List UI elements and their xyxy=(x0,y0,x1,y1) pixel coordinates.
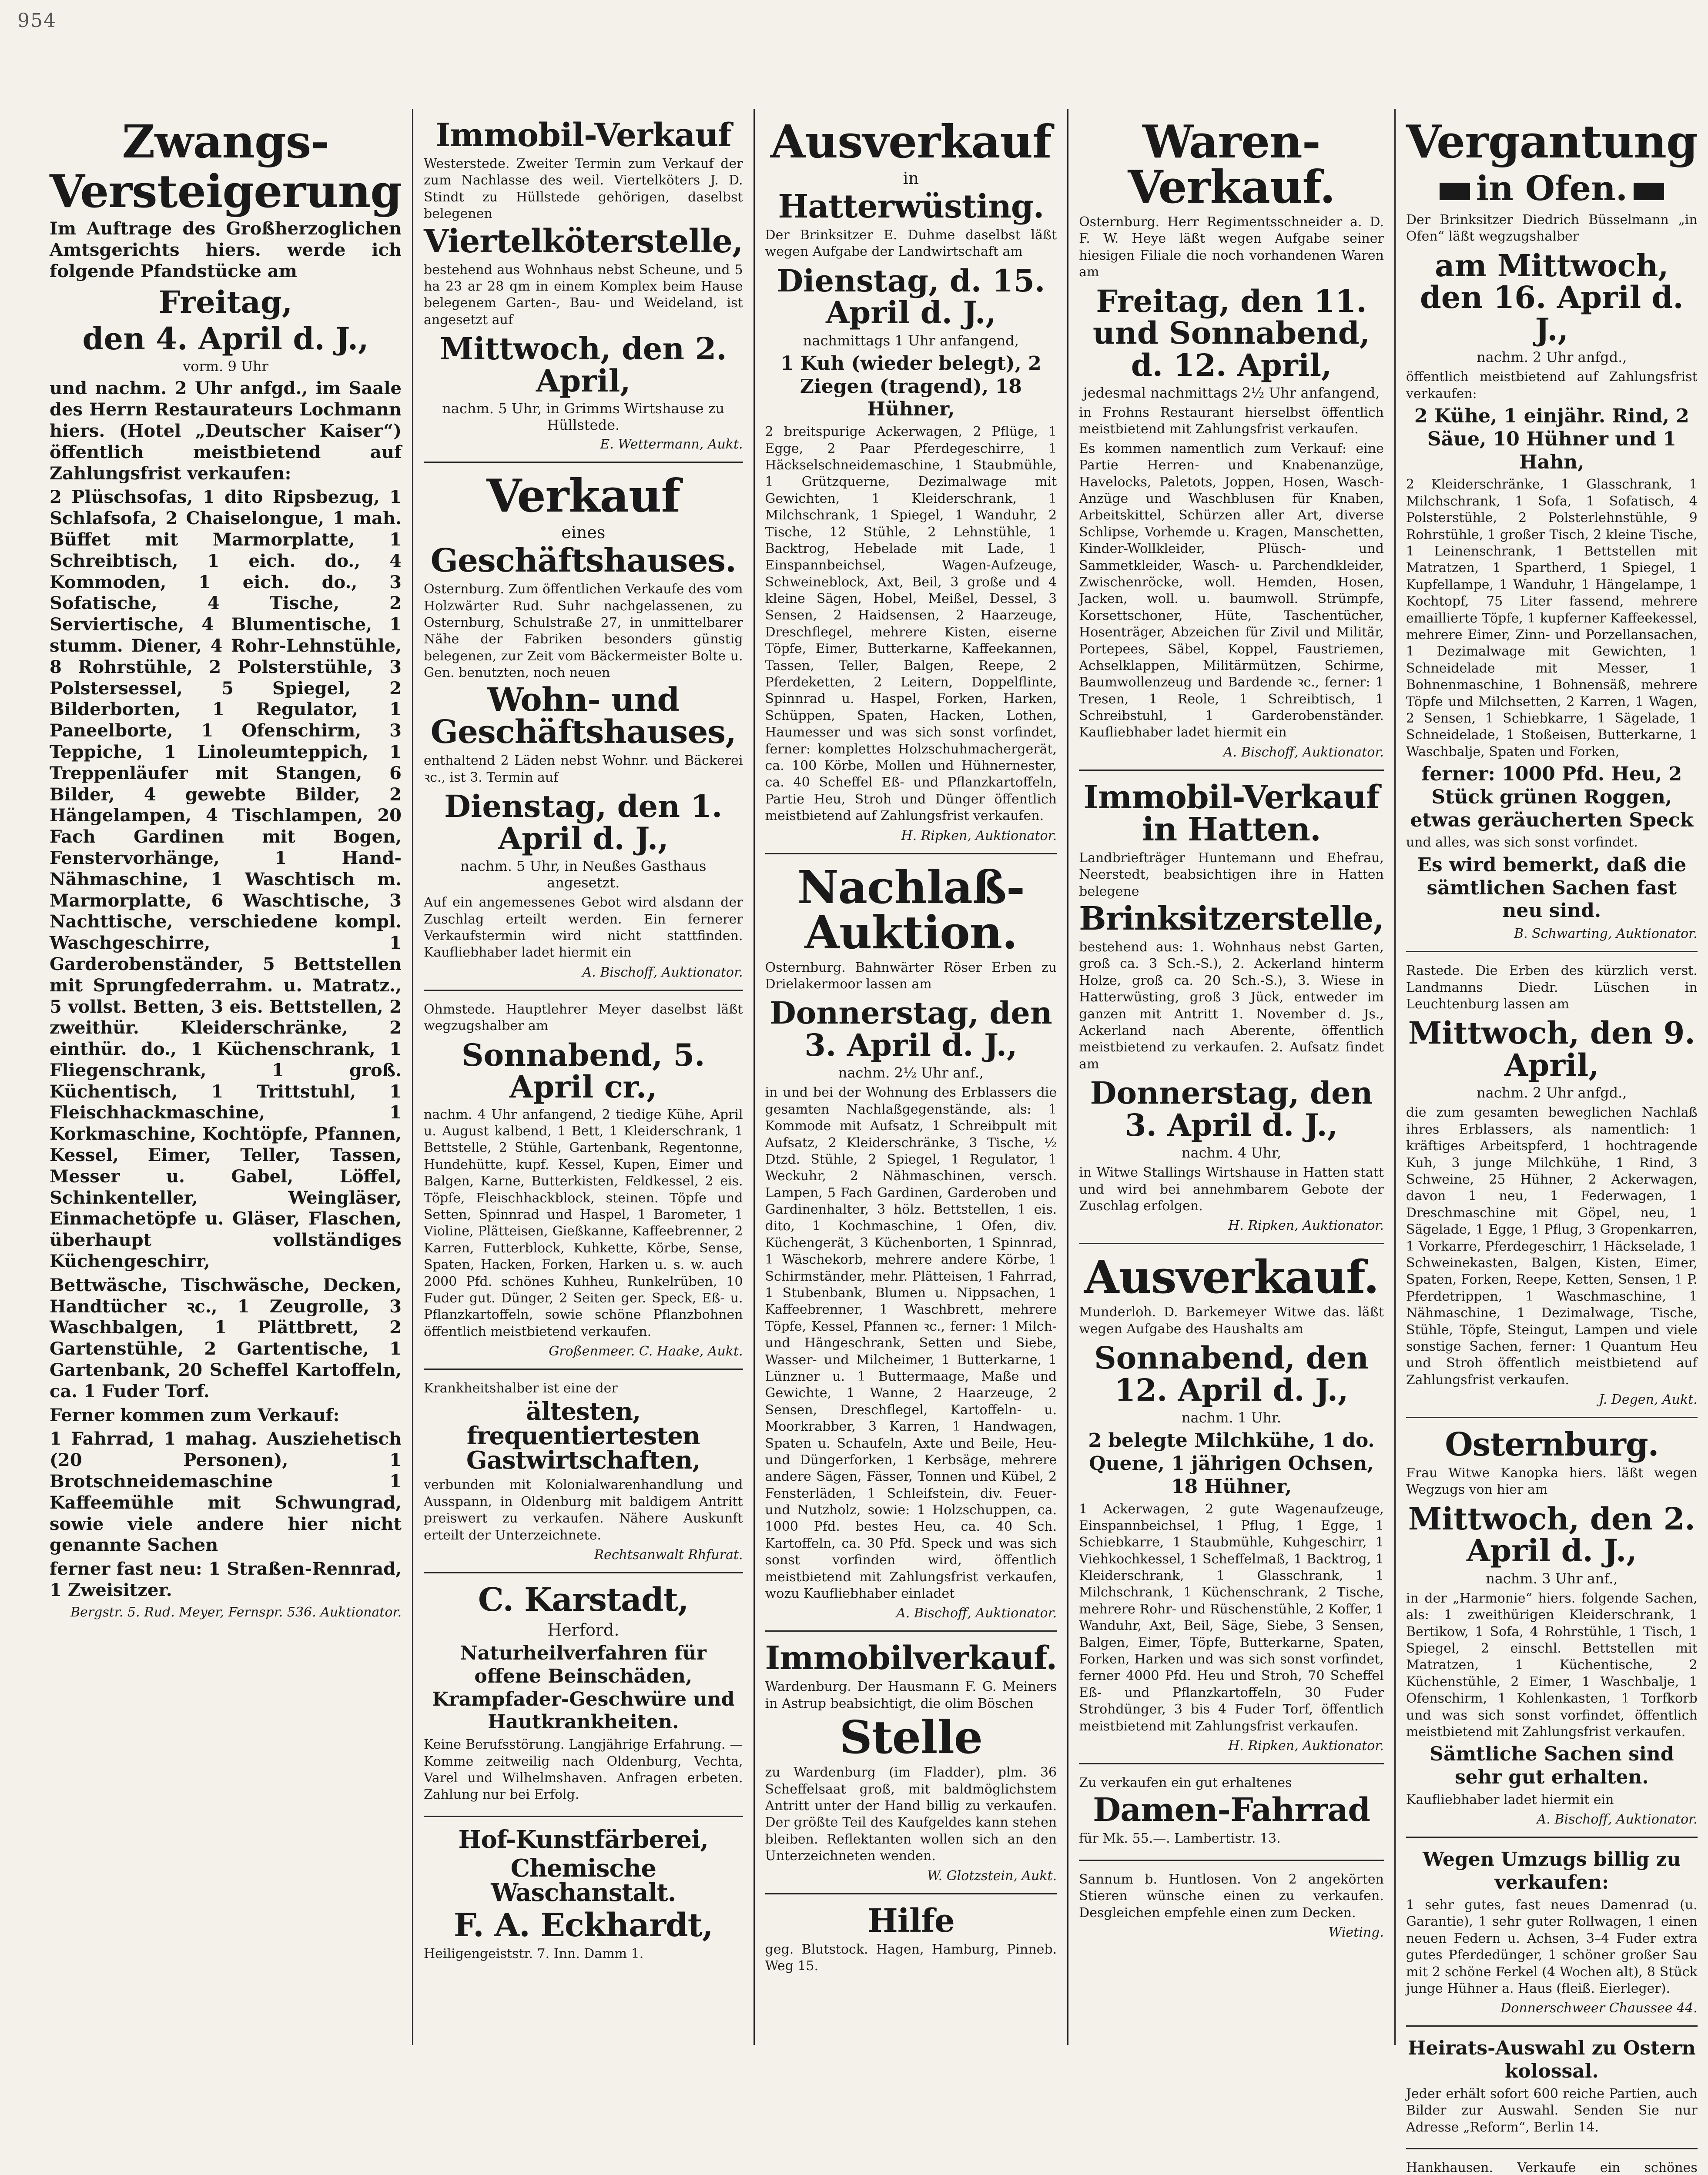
ad-date: Dienstag, den 1. April d. J., xyxy=(444,788,723,857)
column-5 xyxy=(1396,109,1708,2175)
ad-title: Immobilverkauf. xyxy=(765,1640,1057,1677)
ad-title: Ausverkauf xyxy=(770,115,1052,168)
ad-karstadt xyxy=(424,1573,743,1817)
ad-body: Landbriefträger Huntemann und Ehefrau, Neerstedt, beabsichtigen ihre in Hatten belegene xyxy=(1079,850,1384,899)
ad-body: Osternburg. Bahnwärter Röser Erben zu Drielakermoor lassen am xyxy=(765,960,1057,992)
ad-title: Osternburg. xyxy=(1445,1426,1659,1464)
ad-emph: 1 Kuh (wieder belegt), 2 Ziegen (tragend), 18 Hühner, xyxy=(780,352,1042,421)
ad-sub: Herford. xyxy=(547,1620,620,1640)
ad-headline: Geschäftshauses. xyxy=(430,542,736,580)
ad-time: nachm. 2½ Uhr anf., xyxy=(838,1064,984,1081)
ad-title: Nachlaß-Auktion. xyxy=(797,860,1025,959)
ad-date: am Mittwoch, den 16. April d. J., xyxy=(1420,247,1684,348)
ad-body-3: Es kommen namentlich zum Verkauf: eine Partie Herren- und Knabenanzüge, Havelocks, Paletots, Joppen, Hosen, Wasch-Anzüge und Waschblusen für Knaben, Arbeitskittel, Schürzen aller Art, diverse Schlipse, Vorhemde u. Kragen, Manschetten, Kinder-Wollkleider, Plüsch- und Sammetkleider, Wasch- u. Parchendkleider, Zwischenröcke, woll. Hemden, Hosen, Jacken, woll. u. baumwoll. Strümpfe, Korsettschoner, Hüte, Taschentücher, Hosenträger, Abzeichen für Zivil und Militär, Portepees, Säbel, Koppel, Faustriemen, Achselklappen, Militärmützen, Schirme, Baumwollenzeug und Bardende ꝛc., ferner: 1 Tresen, 1 Reole, 1 Schreibtisch, 1 Schreibstuhl, 1 Garderobenständer. Kaufliebhaber ladet hiermit ein xyxy=(1079,441,1384,740)
ad-time: nachm. 3 Uhr anf., xyxy=(1486,1570,1618,1587)
ad-title: Immobil-Verkauf xyxy=(435,117,731,154)
ad-time: nachm. 2 Uhr anfgd., xyxy=(1477,1084,1627,1101)
ad-body: Keine Berufsstörung. Langjährige Erfahrung. — Komme zeitweilig nach Oldenburg, Vechta, Varel und Wilhelmshaven. Anfragen erbeten. Zahlung nur bei Erfolg. xyxy=(424,1737,743,1803)
ad-title: Waren-Verkauf. xyxy=(1128,115,1335,214)
ad-rastede xyxy=(1406,952,1698,1418)
ad-time: nachm. 4 Uhr, xyxy=(1182,1144,1281,1161)
ad-headline: Stelle xyxy=(839,1710,983,1764)
ad-body: Sannum b. Huntlosen. Von 2 angekörten Stieren wünsche einen zu verkaufen. Desgleichen empfehle einen zum Decken. xyxy=(1079,1871,1384,1921)
ad-signature: Rechtsanwalt Rhfurat. xyxy=(594,1547,743,1563)
ad-body: 1 sehr gutes, fast neues Damenrad (u. Garantie), 1 sehr guter Rollwagen, 1 einen neuen Federn u. Achsen, 3–4 Fuder extra gutes Pferdedünger, 1 schöner großer Sau mit 2 schöne Ferkel (4 Wochen alt), 8 Stück junge Hühner a. Haus (fleiß. Eierleger). xyxy=(1406,1897,1698,1996)
ad-sub: in xyxy=(903,169,919,188)
ad-gastwirtschaft xyxy=(424,1370,743,1573)
ad-body: Westerstede. Zweiter Termin zum Verkauf der zum Nachlasse des weil. Viertelköters J. D. Stindt zu Hüllstede gehörigen, daselbst belegenen xyxy=(424,156,743,222)
ad-signature: B. Schwarting, Auktionator. xyxy=(1514,926,1698,942)
ad-sub: eines xyxy=(561,523,606,542)
ad-body-2: in Frohns Restaurant hierselbst öffentlich meistbietend mit Zahlungsfrist verkaufen. xyxy=(1079,405,1384,437)
ad-time: nachm. 5 Uhr, in Neußes Gasthaus angesetzt. xyxy=(460,858,707,891)
ad-body-2: verbunden mit Kolonialwarenhandlung und Ausspann, in Oldenburg mit baldigem Antritt preiswert zu verkaufen. Nähere Auskunft erteilt der Unterzeichnete. xyxy=(424,1477,743,1543)
ad-body: geg. Blutstock. Hagen, Hamburg, Pinneb. Weg 15. xyxy=(765,1941,1057,1974)
ad-headline: Hilfe xyxy=(867,1902,954,1940)
column-1 xyxy=(39,109,413,2045)
ad-osternburg xyxy=(1406,1418,1698,1838)
ad-headline-2: Wohn- und Geschäftshauses, xyxy=(430,681,736,751)
ad-signature: H. Ripken, Auktionator. xyxy=(901,828,1057,843)
ad-body-2: 1 Ackerwagen, 2 gute Wagenaufzeuge, Einspannbeichsel, 1 Pflug, 1 Egge, 1 Schiebkarre, 1 Staubmühle, Kuhgeschirr, 1 Viehkochkessel, 1 Scheffelmaß, 1 Backtrog, 1 Kleiderschrank, 1 Glasschrank, 1 Milchschrank, 1 Küchenschrank, 2 Tische, mehrere Rohr- und Rüschenstühle, 2 Koffer, 1 Wanduhr, Axt, Beil, Säge, Siebe, 3 Sensen, Balgen, Eimer, Töpfe, Butterkarne, Spaten, Forken, Harken und was sich sonst vorfindet, ferner 4000 Pfd. Heu und Stroh, 70 Scheffel Eß- und Pflanzkartoffeln, 30 Fuder Strohdünger, 3 bis 4 Fuder Torf, öffentlich meistbietend mit Zahlungsfrist verkaufen. xyxy=(1079,1501,1384,1734)
ad-date: den 4. April d. J., xyxy=(82,320,369,357)
ad-date: Mittwoch, den 2. April, xyxy=(439,331,727,399)
ad-date: Mittwoch, den 9. April, xyxy=(1408,1015,1695,1083)
ad-verkauf-geschaeftshaus xyxy=(424,463,743,991)
ad-immobil-verkauf-hatten xyxy=(1079,771,1384,1244)
ad-title: Hof-Kunstfärberei, xyxy=(458,1825,708,1854)
ad-body-2: für Mk. 55.—. Lambertistr. 13. xyxy=(1079,1831,1281,1847)
column-2 xyxy=(413,109,755,2045)
ad-signature: E. Wettermann, Aukt. xyxy=(600,437,743,452)
ad-body: Zu verkaufen ein gut erhaltenes xyxy=(1079,1775,1292,1790)
ad-title: Immobil-Verkauf in Hatten. xyxy=(1083,778,1380,848)
ad-sub: Chemische Waschanstalt. xyxy=(491,1854,676,1907)
ad-emph: 2 belegte Milchkühe, 1 do. Quene, 1 jährigen Ochsen, 18 Hühner, xyxy=(1088,1429,1375,1498)
ad-emph: Naturheilverfahren für offene Beinschäden, Krampfader-Geschwüre und Hautkrankheiten. xyxy=(432,1642,735,1733)
ad-headline: Brinksitzerstelle, xyxy=(1079,900,1384,938)
ad-more: Ferner kommen zum Verkauf: xyxy=(50,1405,340,1425)
ad-banner xyxy=(1406,169,1698,208)
ad-body-2: öffentlich meistbietend auf Zahlungsfrist verkaufen: xyxy=(1406,369,1698,402)
ad-body: Frau Witwe Kanopka hiers. läßt wegen Wegzugs von hier am xyxy=(1406,1466,1698,1498)
ad-items: 2 Plüschsofas, 1 dito Ripsbezug, 1 Schlafsofa, 2 Chaiselongue, 1 mah. Büffet mit Marmorplatte, 1 Schreibtisch, 1 eich. do., 4 Kommoden, 1 eich. do., 3 Sofatische, 4 Tische, 2 Serviertische, 4 Blumentische, 1 stumm. Diener, 4 Rohr-Lehnstühle, 8 Rohrstühle, 2 Polsterstühle, 3 Polstersessel, 5 Spiegel, 2 Bilderborten, 1 Regulator, 1 Paneelborte, 1 Ofenschirm, 3 Teppiche, 1 Linoleumteppich, 1 Treppenläufer mit Stangen, 6 Bilder, 4 gewebte Bilder, 2 Hängelampen, 4 Tischlampen, 20 Fach Gardinen mit Bogen, Fenstervorhänge, 1 Hand-Nähmaschine, 1 Waschtisch m. Marmorplatte, 6 Waschtische, 3 Nachttische, verschiedene kompl. Waschgeschirre, 1 Garderobenständer, 5 Bettstellen mit Sprungfederrahm. u. Matratz., 5 vollst. Betten, 3 eis. Bettstellen, 2 zweithür. Kleiderschränke, 2 einthür. do., 1 Küchenschrank, 1 Fliegenschrank, 1 groß. Küchentisch, 1 Trittstuhl, 1 Fleischhackmaschine, 1 Korkmaschine, Kochtöpfe, Pfannen, Kessel, Eimer, Teller, Tassen, Messer u. Gabel, Löffel, Schinkenteller, Weingläser, Einmachetöpfe u. Gläser, Flaschen, überhaupt vollständiges Küchengeschirr, xyxy=(50,487,402,1272)
ad-body: Munderloh. D. Barkemeyer Witwe das. läßt wegen Aufgabe des Haushalts am xyxy=(1079,1305,1384,1337)
ad-emph: 2 Kühe, 1 einjähr. Rind, 2 Säue, 10 Hühner und 1 Hahn, xyxy=(1414,405,1689,473)
ad-body-3: Auf ein angemessenes Gebot wird alsdann der Zuschlag erteilt werden. Ein fernerer Verkaufstermin wird nicht stattfinden. Kaufliebhaber ladet hiermit ein xyxy=(424,895,743,960)
ad-body-2: enthaltend 2 Läden nebst Wohnr. und Bäckerei ꝛc., ist 3. Termin auf xyxy=(424,753,743,785)
ad-heirats-auswahl xyxy=(1406,2027,1698,2149)
ad-damen-fahrrad xyxy=(1079,1764,1384,1861)
ad-headline: F. A. Eckhardt, xyxy=(453,1906,713,1944)
ad-time: jedesmal nachmittags 2½ Uhr anfangend, xyxy=(1083,385,1380,402)
column-3 xyxy=(755,109,1069,2045)
ad-immobil-verkauf-westerstede xyxy=(424,109,743,463)
ad-body-2: die zum gesamten beweglichen Nachlaß ihres Erblassers, als namentlich: 1 kräftiges Arbeitspferd, 1 hochtragende Kuh, 3 junge Milchkühe, 1 Rind, 3 Schweine, 25 Hühner, 2 Ackerwagen, davon 1 neu, 1 Federwagen, 1 Dreschmaschine mit Göpel, neu, 1 Sägelade, 1 Egge, 1 Pflug, 3 Gropenkarren, 1 Vorkarre, Pferdegeschirr, 1 Häckselade, 1 Schweinekasten, Balgen, Kisten, Eimer, Spaten, Forken, Reepe, Ketten, Sensen, 1 P. Pferdetrippen, 1 Waschmaschine, 1 Nähmaschine, 1 Dezimalwage, Tische, Stühle, Töpfe, Steingut, Lampen und viele sonstige Sachen, ferner: 1 Quantum Heu und Stroh öffentlich meistbietend auf Zahlungsfrist verkaufen. xyxy=(1406,1105,1698,1388)
ad-date: Sonnabend, den 12. April d. J., xyxy=(1094,1340,1369,1408)
columns xyxy=(39,109,1698,2175)
ad-body: Heiligengeiststr. 7. Inn. Damm 1. xyxy=(424,1946,644,1961)
ad-intro: Im Auftrage des Großherzoglichen Amtsgerichts hiers. werde ich folgende Pfandstücke am xyxy=(50,218,402,281)
column-4 xyxy=(1068,109,1396,2045)
ad-body-2: zu Wardenburg (im Fladder), plm. 36 Scheffelsaat groß, mit baldmöglichstem Antritt unter der Hand billig zu verkaufen. Der größte Teil des Kaufgeldes kann stehen bleiben. Reflektanten wollen sich an den Unterzeichneten wenden. xyxy=(765,1765,1057,1864)
ad-ohmstede xyxy=(424,991,743,1370)
ad-signature: Wieting. xyxy=(1328,1924,1384,1940)
arrow-left-icon xyxy=(1440,183,1470,200)
ad-body: Jeder erhält sofort 600 reiche Partien, auch Bilder zur Auswahl. Senden Sie nur Adresse „Reform“, Berlin 14. xyxy=(1406,2086,1698,2135)
ad-body: Der Brinksitzer Diedrich Büsselmann „in Ofen“ läßt wegzugshalber xyxy=(1406,212,1698,244)
ad-headline: Damen-Fahrrad xyxy=(1093,1791,1370,1829)
ad-date-day: Freitag, xyxy=(158,284,293,321)
ad-title: C. Karstadt, xyxy=(478,1581,689,1619)
ad-headline: Viertelköterstelle, xyxy=(424,222,743,260)
ad-emph-3: Es wird bemerkt, daß die sämtlichen Sachen fast neu sind. xyxy=(1417,853,1687,922)
ad-signature: Großenmeer. C. Haake, Aukt. xyxy=(549,1344,743,1359)
ad-ausverkauf-hatterwuesting xyxy=(765,109,1057,854)
ad-banner-text: in Ofen. xyxy=(1476,169,1628,208)
ad-date: Mittwoch, den 2. April d. J., xyxy=(1408,1500,1695,1569)
ad-signature: A. Bischoff, Auktionator. xyxy=(1223,744,1384,760)
ad-title: Zwangs- xyxy=(122,115,329,168)
ad-hilfe xyxy=(765,1894,1057,1987)
ad-more-items-2: ferner fast neu: 1 Straßen-Rennrad, 1 Zweisitzer. xyxy=(50,1559,402,1601)
ad-body: Wardenburg. Der Hausmann F. G. Meiners in Astrup beabsichtigt, die olim Böschen xyxy=(765,1679,1057,1711)
ad-body: Rastede. Die Erben des kürzlich verst. Landmanns Diedr. Lüschen in Leuchtenburg lassen am xyxy=(1406,963,1698,1012)
ad-more-items: 1 Fahrrad, 1 mahag. Ausziehetisch (20 Personen), 1 Brotschneidemaschine 1 Kaffeemühle mit Schwungrad, sowie viele andere hier nicht genannte Sachen xyxy=(50,1429,402,1556)
ad-headline: ältesten, frequentiertesten Gastwirtschaften, xyxy=(466,1397,700,1475)
ad-body-2: bestehend aus Wohnhaus nebst Scheune, und 5 ha 23 ar 28 qm in einem Komplex beim Hause belegenem Garten-, Bau- und Weideland, ist angesetzt auf xyxy=(424,262,743,328)
ad-wegen-umzugs xyxy=(1406,1838,1698,2027)
ad-ausverkauf-munderloh xyxy=(1079,1244,1384,1764)
ad-zwangsversteigerung xyxy=(50,109,402,1630)
ad-headline: Hatterwüsting. xyxy=(778,188,1044,225)
ad-date: Dienstag, d. 15. April d. J., xyxy=(777,262,1045,331)
ad-body-2: nachm. 4 Uhr anfangend, 2 tiedige Kühe, April u. August kalbend, 1 Bett, 1 Kleiderschrank, 1 Bettstelle, 2 Stühle, Gartenbank, Regentonne, Hundehütte, kupf. Kessel, Kupen, Eimer und Balgen, Karne, Butterkisten, Feldkessel, 2 eis. Töpfe, Fleischhackblock, steinen. Töpfe und Setten, Spinnrad und Haspel, 1 Barometer, 1 Violine, Plätteisen, Gießkanne, Kaffeebrenner, 2 Karren, Futterblock, Kuhkette, Körbe, Sense, Spaten, Hacken, Forken, Harken u. s. w. auch 2000 Pfd. schönes Kuhheu, Runkelrüben, 10 Fuder gut. Dünger, 2 Seiten ger. Speck, Eß- u. Pflanzkartoffeln, sowie schöne Pflanzbohnen öffentlich meistbietend verkaufen. xyxy=(424,1107,743,1339)
ad-body-2: 2 breitspurige Ackerwagen, 2 Pflüge, 1 Egge, 2 Paar Pferdegeschirre, 1 Häckselschneidemaschine, 1 Staubmühle, 1 Grützquerne, Dezimalwage mit Gewichten, 1 Kleiderschrank, 1 Milchschrank, 1 Spiegel, 1 Wanduhr, 2 Tische, 12 Stühle, 2 Lehnstühle, 1 Backtrog, Hebelade mit Lade, 1 Einspannbeichsel, Wagen-Aufzeuge, Schweineblock, Axt, Beil, 3 große und 4 kleine Sägen, Hobel, Meißel, Dessel, 3 Sensen, 2 Haidsensen, 2 Haarzeuge, Dreschflegel, mehrere Kisten, eiserne Töpfe, Eimer, Butterkarne, Kaffeekannen, Tassen, Teller, Balgen, Reepe, 2 Pferdeketten, 2 Leitern, Doppelflinte, Spinnrad u. Haspel, Forken, Harken, Schüppen, Spaten, Hacken, Lothen, Haumesser und was sich sonst vorfindet, ferner: komplettes Holzschuhmachergerät, ca. 100 Körbe, Mollen und Hühnernester, ca. 40 Scheffel Eß- und Pflanzkartoffeln, Partie Heu, Stroh und Dünger öffentlich meistbietend auf Zahlungsfrist verkaufen. xyxy=(765,424,1057,824)
ad-title: Heirats-Auswahl zu Ostern kolossal. xyxy=(1408,2037,1696,2083)
ad-items-2: Bettwäsche, Tischwäsche, Decken, Handtücher ꝛc., 1 Zeugrolle, 3 Waschbalgen, 1 Plättbrett, 2 Gartenstühle, 2 Gartentische, 1 Gartenbank, 20 Scheffel Kartoffeln, ca. 1 Fuder Torf. xyxy=(50,1275,402,1402)
ad-signature: A. Bischoff, Auktionator. xyxy=(896,1606,1057,1621)
ad-emph: Sämtliche Sachen sind sehr gut erhalten. xyxy=(1430,1743,1674,1789)
ad-signature: H. Ripken, Auktionator. xyxy=(1228,1738,1384,1753)
ad-emph-2: ferner: 1000 Pfd. Heu, 2 Stück grünen Roggen, etwas geräucherten Speck xyxy=(1410,763,1694,831)
ad-time: vorm. 9 Uhr xyxy=(183,358,268,375)
ad-time: nachm. 2 Uhr anfgd., xyxy=(1477,349,1627,366)
ad-body-4: und alles, was sich sonst vorfindet. xyxy=(1406,835,1638,850)
ad-body: Osternburg. Herr Regimentsschneider a. D. F. W. Heye läßt wegen Aufgabe seiner hiesigen Filiale die noch vorhandenen Waren am xyxy=(1079,214,1384,280)
ad-sannum xyxy=(1079,1861,1384,1950)
ad-time: nachmittags 1 Uhr anfangend, xyxy=(803,332,1019,349)
ad-date: Sonnabend, 5. April cr., xyxy=(462,1037,705,1105)
ad-immobilverkauf-wardenburg xyxy=(765,1632,1057,1894)
ad-signature: Donnerschweer Chaussee 44. xyxy=(1500,2001,1698,2016)
page-number: 954 xyxy=(17,10,57,32)
ad-title: Ausverkauf. xyxy=(1084,1250,1379,1304)
ad-title-2: Versteigerung xyxy=(50,164,402,218)
ad-time: nachm. 1 Uhr. xyxy=(1182,1409,1281,1426)
ad-body-3: Kaufliebhaber ladet hiermit ein xyxy=(1406,1792,1614,1807)
ad-title: Verkauf xyxy=(486,469,680,523)
ad-vergantung-ofen xyxy=(1406,109,1698,952)
ad-body-3: in Witwe Stallings Wirtshause in Hatten statt und wird bei annehmbarem Gebote der Zuschlag erfolgen. xyxy=(1079,1165,1384,1214)
ad-body-2: in der „Harmonie“ hiers. folgende Sachen, als: 1 zweithürigen Kleiderschrank, 1 Bertikow, 1 Sofa, 4 Rohrstühle, 1 Tisch, 1 Spiegel, 2 einschl. Bettstellen mit Matratzen, 1 Küchentische, 2 Küchenstühle, 2 Eimer, 1 Waschbalje, 1 Ofenschirm, 1 Kohlenkasten, 1 Torfkorb und was sich sonst vorfindet, öffentlich meistbietend mit Zahlungsfrist verkaufen. xyxy=(1406,1590,1698,1740)
ad-date: Freitag, den 11. und Sonnabend, d. 12. April, xyxy=(1092,283,1370,383)
ad-body: Der Brinksitzer E. Duhme daselbst läßt wegen Aufgabe der Landwirtschaft am xyxy=(765,228,1057,260)
arrow-right-icon xyxy=(1634,183,1664,200)
ad-body: Krankheitshalber ist eine der xyxy=(424,1381,618,1396)
ad-body-2: bestehend aus: 1. Wohnhaus nebst Garten, groß ca. 3 Sch.-S.), 2. Ackerland hinterm Holze, groß ca. 20 Sch.-S.), 3. Wiese in Hatterwüsting, groß 3 Jück, entweder im ganzen mit Antritt 1. November d. Js., Ackerland nach Aberente, öffentlich meistbietend zu verkaufen. 2. Aufsatz findet am xyxy=(1079,940,1384,1072)
ad-signature: W. Glotzstein, Aukt. xyxy=(927,1868,1057,1884)
ad-signature: A. Bischoff, Auktionator. xyxy=(1537,1812,1698,1827)
ad-body-3: 2 Kleiderschränke, 1 Glasschrank, 1 Milchschrank, 1 Sofa, 1 Sofatisch, 4 Polsterstühle, 2 Polsterlehnstühle, 9 Rohrstühle, 1 großer Tisch, 2 kleine Tische, 1 Leinenschrank, 1 Bettstellen mit Matratzen, 1 Spartherd, 1 Spiegel, 1 Kupfellampe, 1 Wanduhr, 1 Hängelampe, 1 Kochtopf, 75 Liter fassend, mehrere emaillierte Töpfe, 1 kupferner Kaffeekessel, mehrere Eimer, Zinn- und Porzellansachen, 1 Dezimalwage mit Gewichten, 1 Schneidelade mit Messer, 1 Bohnenmaschine, 1 Bohnensäß, mehrere Töpfe und Milchsetten, 2 Karren, 1 Wagen, 2 Sensen, 1 Schiebkarre, 1 Sägelade, 1 Schneidelade, 1 Stoßeisen, Butterkarne, 1 Waschbalje, Spaten und Forken, xyxy=(1406,477,1698,760)
ad-body: Hankhausen. Verkaufe ein schönes xyxy=(1406,2160,1698,2175)
ad-title: Wegen Umzugs billig zu verkaufen: xyxy=(1423,1848,1681,1894)
ad-waren-verkauf xyxy=(1079,109,1384,771)
ad-eckhardt xyxy=(424,1817,743,1974)
ad-nachlass-auktion xyxy=(765,854,1057,1632)
ad-date: Donnerstag, den 3. April d. J., xyxy=(769,995,1052,1063)
ad-time: nachm. 5 Uhr, in Grimms Wirtshause zu Hüllstede. xyxy=(442,400,725,434)
ad-date: Donnerstag, den 3. April d. J., xyxy=(1090,1075,1373,1143)
ad-signature: A. Bischoff, Auktionator. xyxy=(582,964,743,980)
ad-signature: J. Degen, Aukt. xyxy=(1599,1392,1698,1408)
ad-body: Osternburg. Zum öffentlichen Verkaufe des vom Holzwärter Rud. Suhr nachgelassenen, zu Osternburg, Schulstraße 27, in unmittelbarer Nähe der Fabriken besonders günstig belegenen, zur Zeit vom Bäckermeister Bolte u. Gen. benutzten, noch neuen xyxy=(424,582,743,681)
ad-title: Vergantung xyxy=(1406,115,1698,168)
ad-hankhausen xyxy=(1406,2149,1698,2175)
ad-body: Ohmstede. Hauptlehrer Meyer daselbst läßt wegzugshalber am xyxy=(424,1001,743,1034)
ad-place: und nachm. 2 Uhr anfgd., im Saale des Herrn Restaurateurs Lochmann hiers. (Hotel „Deutscher Kaiser“) öffentlich meistbietend auf Zahlungsfrist verkaufen: xyxy=(50,378,402,484)
ad-body-2: in und bei der Wohnung des Erblassers die gesamten Nachlaßgegenstände, als: 1 Kommode mit Aufsatz, 1 Schreibpult mit Aufsatz, 2 Kleiderschränke, 3 Tische, ½ Dtzd. Stühle, 2 Spiegel, 1 Regulator, 1 Weckuhr, 2 Nähmaschinen, versch. Lampen, 5 Fach Gardinen, Garderoben und Gardinenhalter, 3 hölz. Bettstellen, 1 eis. dito, 1 Kochmaschine, 1 Ofen, div. Küchengerät, 3 Küchenborten, 1 Spinnrad, 1 Wäschekorb, mehrere andere Körbe, 1 Schirmständer, mehr. Plätteisen, 1 Fahrrad, 1 Stubenbank, Blumen u. Nippsachen, 1 Kaffeebrenner, 1 Waschbrett, mehrere Töpfe, Kessel, Pfannen ꝛc., ferner: 1 Milch- und Hängeschrank, Setten und Siebe, Wasser- und Milcheimer, 1 Butterkarne, 1 Lünzner u. 1 Buttermaage, Maße und Gewichte, 1 Wanne, 2 Haarzeuge, 2 Sensen, Dreschflegel, Kartoffeln- u. Moorkrabber, 3 Karren, 1 Handwagen, Spaten u. Schaufeln, Axte und Beile, Heu- und Düngerforken, 1 Kerbsäge, mehrere andere Sägen, Fässer, Tonnen und Kübel, 2 Fensterläden, 1 Schleifstein, div. Feuer- und Nutzholz, sowie: 1 Holzschuppen, ca. 1000 Pfd. bestes Heu, ca. 40 Sch. Kartoffeln, ca. 30 Pfd. Speck und was sich sonst vorfinden wird, öffentlich meistbietend mit Zahlungsfrist verkaufen, wozu Kaufliebhaber einladet xyxy=(765,1085,1057,1602)
ad-signature: H. Ripken, Auktionator. xyxy=(1228,1218,1384,1234)
ad-signature: Bergstr. 5. Rud. Meyer, Fernspr. 536. Auktionator. xyxy=(70,1604,402,1620)
